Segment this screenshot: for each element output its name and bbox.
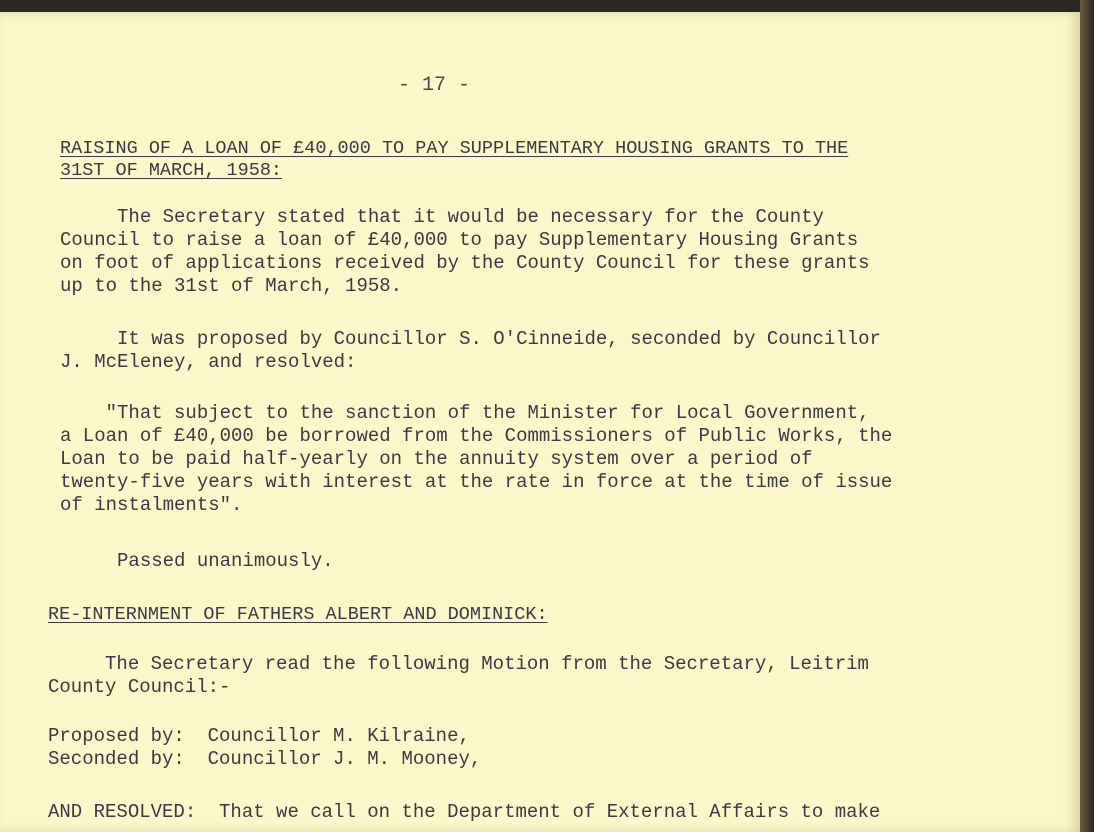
proposed-by: Proposed by: Councillor M. Kilraine, xyxy=(48,725,470,747)
section-heading-loan-line2: 31ST OF MARCH, 1958: xyxy=(60,160,283,181)
resolution-line: of instalments". xyxy=(60,494,243,516)
paragraph-line: Council to raise a loan of £40,000 to pay Supplementary Housing Grants xyxy=(60,229,859,251)
resolution-line: Loan to be paid half-yearly on the annuity system over a period of xyxy=(60,448,813,470)
resolution-line: twenty-five years with interest at the rate in force at the time of issue xyxy=(60,471,893,493)
section-heading-reinternment: RE-INTERNMENT OF FATHERS ALBERT AND DOMINICK: xyxy=(48,604,548,625)
paragraph-line: up to the 31st of March, 1958. xyxy=(60,275,403,297)
section-heading-loan-line1: RAISING OF A LOAN OF £40,000 TO PAY SUPPLEMENTARY HOUSING GRANTS TO THE xyxy=(60,138,849,159)
paragraph-line: County Council:- xyxy=(48,676,231,698)
resolution-line: "That subject to the sanction of the Minister for Local Government, xyxy=(60,402,870,424)
binding-edge xyxy=(1080,0,1094,832)
paragraph-line: J. McEleney, and resolved: xyxy=(60,351,357,373)
document-page xyxy=(0,12,1080,832)
resolution-line: a Loan of £40,000 be borrowed from the Commissioners of Public Works, the xyxy=(60,425,893,447)
paragraph-line: The Secretary stated that it would be necessary for the County xyxy=(60,206,824,228)
paragraph-line: on foot of applications received by the County Council for these grants xyxy=(60,252,870,274)
paragraph-line: It was proposed by Councillor S. O'Cinneide, seconded by Councillor xyxy=(60,328,881,350)
seconded-by: Seconded by: Councillor J. M. Mooney, xyxy=(48,748,482,770)
passed-unanimously: Passed unanimously. xyxy=(60,550,334,572)
and-resolved: AND RESOLVED: That we call on the Department of External Affairs to make xyxy=(48,801,881,823)
paragraph-line: The Secretary read the following Motion from the Secretary, Leitrim xyxy=(48,653,869,675)
page-number: - 17 - xyxy=(398,74,471,97)
